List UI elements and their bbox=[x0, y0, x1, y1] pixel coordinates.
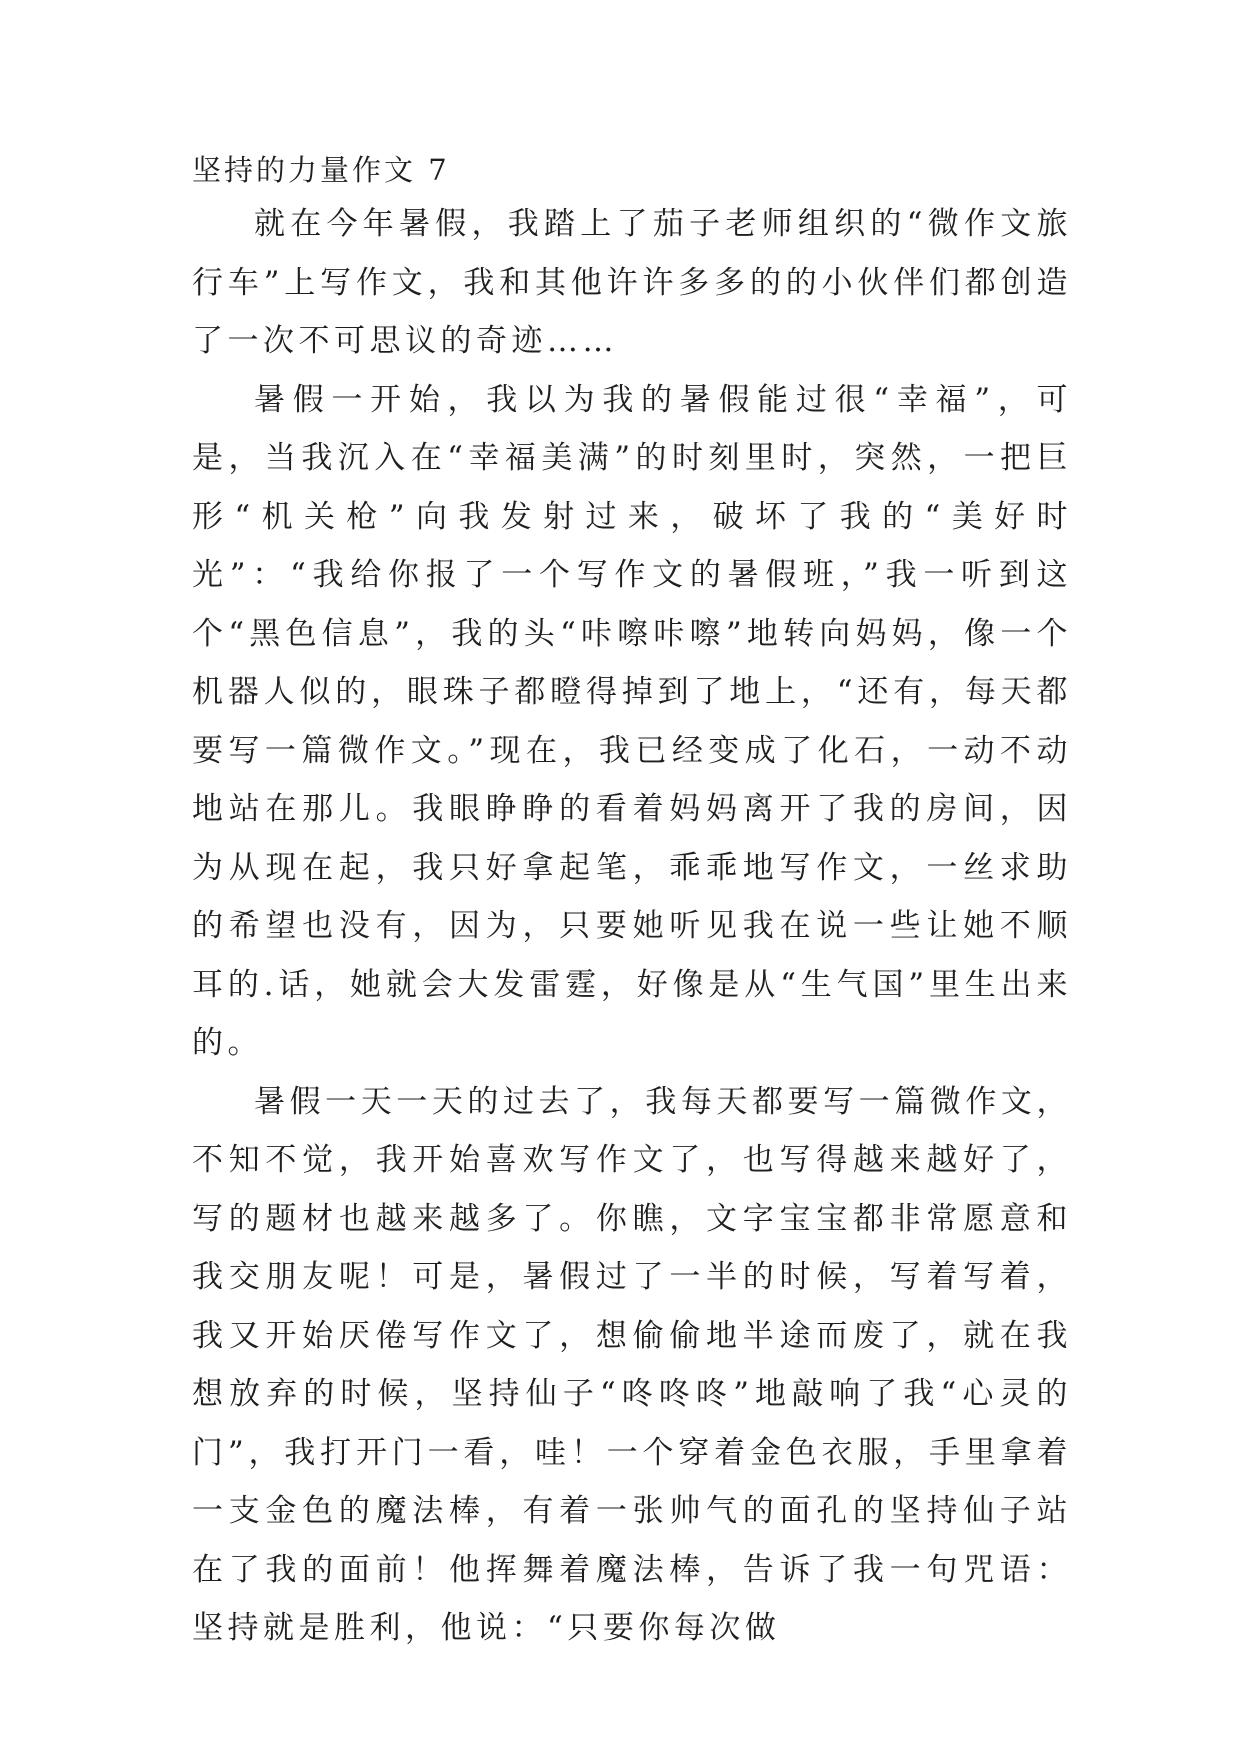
paragraph-1: 就在今年暑假，我踏上了茄子老师组织的“微作文旅行车”上写作文，我和其他许许多多的的小伙伴们都创造了一次不可思议的奇迹…… bbox=[192, 206, 1072, 359]
document-page bbox=[192, 148, 1072, 1658]
document-title: 坚持的力量作文 7 bbox=[192, 153, 450, 187]
paragraph-2: 暑假一开始，我以为我的暑假能过很“幸福”，可是，当我沉入在“幸福美满”的时刻里时，突然，一把巨形“机关枪”向我发射过来，破坏了我的“美好时光”：“我给你报了一个写作文的暑假班，”我一听到这个“黑色信息”，我的头“咔嚓咔嚓”地转向妈妈，像一个机器人似的，眼珠子都瞪得掉到了地上，“还有，每天都要写一篇微作文。”现在，我已经变成了化石，一动不动地站在那儿。我眼睁睁的看着妈妈离开了我的房间，因为从现在起，我只好拿起笔，乖乖地写作文，一丝求助的希望也没有，因为，只要她听见我在说一些让她不顺耳的.话，她就会大发雷霆，好像是从“生气国”里生出来的。 bbox=[192, 381, 1072, 1061]
paragraph-3: 暑假一天一天的过去了，我每天都要写一篇微作文，不知不觉，我开始喜欢写作文了，也写得越来越好了，写的题材也越来越多了。你瞧，文字宝宝都非常愿意和我交朋友呢！可是，暑假过了一半的时候，写着写着，我又开始厌倦写作文了，想偷偷地半途而废了，就在我想放弃的时候，坚持仙子“咚咚咚”地敲响了我“心灵的门”，我打开门一看，哇！一个穿着金色衣服，手里拿着一支金色的魔法棒，有着一张帅气的面孔的坚持仙子站在了我的面前！他挥舞着魔法棒，告诉了我一句咒语：坚持就是胜利，他说：“只要你每次做 bbox=[192, 1083, 1072, 1646]
